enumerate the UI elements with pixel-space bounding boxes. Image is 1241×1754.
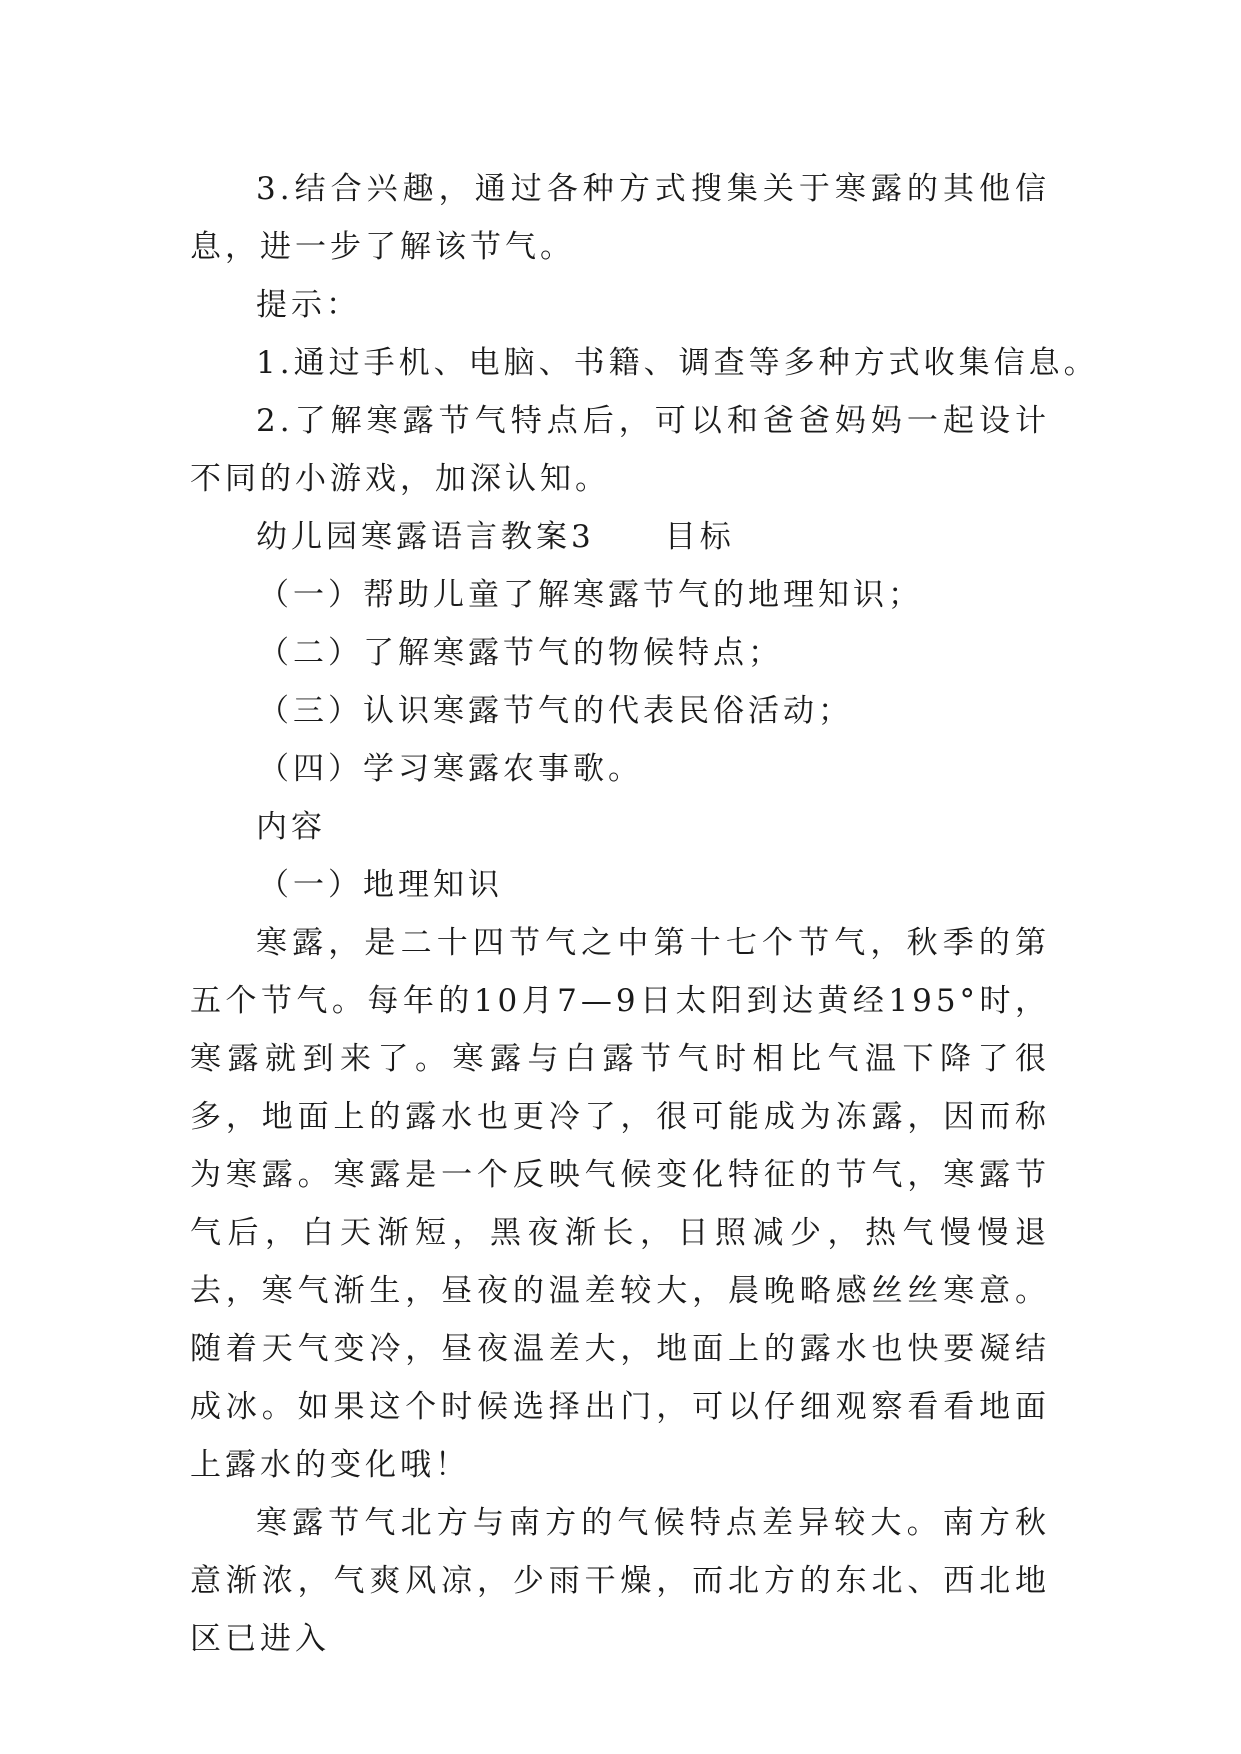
paragraph-hanlu-climate: 寒露节气北方与南方的气候特点差异较大。南方秋意渐浓，气爽风凉，少雨干燥，而北方的东北、西北地区已进入	[190, 1505, 1050, 1657]
goal-item-3: （三）认识寒露节气的代表民俗活动；	[258, 693, 853, 729]
content-subheading-geography: （一）地理知识	[258, 867, 503, 903]
goal-item-2: （二）了解寒露节气的物候特点；	[258, 635, 783, 671]
paragraph-tip-2: 2.了解寒露节气特点后，可以和爸爸妈妈一起设计不同的小游戏，加深认知。	[190, 403, 1050, 497]
goal-item-1: （一）帮助儿童了解寒露节气的地理知识；	[258, 577, 923, 613]
paragraph-collect-info: 3.结合兴趣，通过各种方式搜集关于寒露的其他信息，进一步了解该节气。	[190, 171, 1050, 265]
paragraph-hanlu-geography: 寒露，是二十四节气之中第十七个节气，秋季的第五个节气。每年的10月7—9日太阳到达黄经195°时，寒露就到来了。寒露与白露节气时相比气温下降了很多，地面上的露水也更冷了，很可能成为冻露，因而称为寒露。寒露是一个反映气候变化特征的节气，寒露节气后，白天渐短，黑夜渐长，日照减少，热气慢慢退去，寒气渐生，昼夜的温差较大，晨晚略感丝丝寒意。随着天气变冷，昼夜温差大，地面上的露水也快要凝结成冰。如果这个时候选择出门，可以仔细观察看看地面上露水的变化哦！	[190, 925, 1050, 1483]
paragraph-tip-1: 1.通过手机、电脑、书籍、调查等多种方式收集信息。	[256, 345, 1099, 381]
content-heading: 内容	[256, 809, 326, 845]
section-title-lesson-3: 幼儿园寒露语言教案3 目标	[256, 519, 735, 555]
goal-item-4: （四）学习寒露农事歌。	[258, 751, 643, 787]
paragraph-tips-heading: 提示：	[256, 287, 361, 323]
document-body	[190, 160, 1099, 1668]
